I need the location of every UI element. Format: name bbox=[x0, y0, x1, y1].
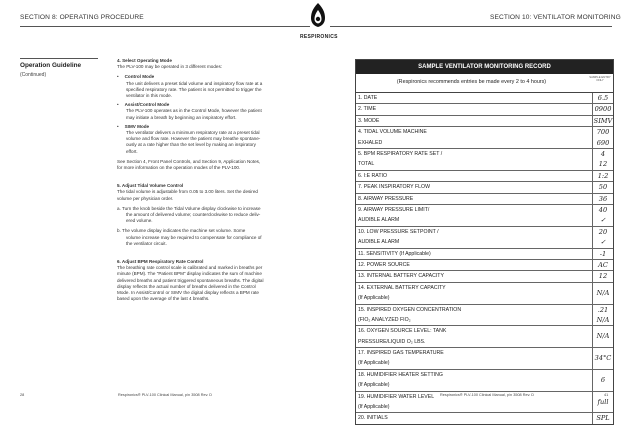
record-row bbox=[356, 283, 613, 305]
sample-entry-value: 20 bbox=[598, 227, 608, 236]
s6-line: delivered breaths and patient triggered spontaneous breaths. The digital bbox=[117, 277, 264, 283]
respironics-logo-icon bbox=[309, 2, 327, 28]
sample-entry-value: 1:2 bbox=[597, 171, 609, 180]
sample-entry-value: .21 bbox=[597, 305, 609, 314]
s5a-line: a. Turn the knob beside the Tidal Volume display clockwise to increase bbox=[117, 205, 261, 211]
record-row-label: AUDIBLE ALARM bbox=[358, 217, 400, 224]
sample-entry-cell bbox=[592, 260, 613, 270]
left-section-header: SECTION 8: OPERATING PROCEDURE bbox=[20, 14, 144, 21]
sample-entry-value: -1 bbox=[599, 249, 607, 258]
record-row-label: 4. TIDAL VOLUME MACHINE bbox=[358, 129, 427, 136]
sample-entry-cell bbox=[592, 283, 613, 304]
record-row-label: 19. HUMIDIFIER WATER LEVEL bbox=[358, 393, 435, 400]
sample-entry-cell bbox=[592, 370, 613, 391]
section-6 bbox=[117, 259, 307, 302]
record-row-label: 12. POWER SOURCE bbox=[358, 261, 410, 268]
control-line: ventilator in this mode. bbox=[126, 93, 172, 99]
s6-line: The breathing rate control scale is calibrated and marked in breaths per bbox=[117, 265, 263, 271]
sample-entry-cell bbox=[592, 271, 613, 281]
section-6-title: 6. Adjust BPM Respiratory Rate Control bbox=[117, 259, 204, 265]
record-row bbox=[356, 326, 613, 348]
monitoring-record-table bbox=[355, 59, 614, 425]
record-row bbox=[356, 93, 613, 104]
sample-entry-cell bbox=[592, 104, 613, 114]
record-subtitle: (Respironics recommends entries be made every 2 to 4 hours) bbox=[396, 79, 547, 85]
s5a-line: ered volume. bbox=[126, 218, 153, 224]
record-row-label: 3. MODE bbox=[358, 117, 380, 124]
left-page-number: 28 bbox=[20, 393, 25, 397]
sample-entry-cell bbox=[592, 182, 613, 192]
sample-entry-value: ✓ bbox=[600, 238, 606, 247]
record-row-label: 17. INSPIRED GAS TEMPERATURE bbox=[358, 350, 444, 357]
header-rule-right bbox=[330, 26, 612, 27]
sample-entry-cell bbox=[592, 348, 613, 369]
control-line: specified respiratory rate. The patient is not permitted to trigger the bbox=[126, 86, 262, 92]
sample-entry-cell bbox=[592, 413, 613, 423]
sample-entry-value: N/A bbox=[596, 288, 610, 297]
sample-entry-value: 4 bbox=[600, 149, 606, 158]
sample-entry-value: SIMV bbox=[593, 116, 613, 125]
sample-entry-label: SAMPLE ENTRY ONLY bbox=[589, 75, 611, 83]
s6-line: display reflects the actual number of breaths delivered in the Control bbox=[117, 283, 256, 289]
record-row-label: 13. INTERNAL BATTERY CAPACITY bbox=[358, 273, 444, 280]
sample-entry-cell bbox=[592, 149, 613, 170]
sample-entry-value: full bbox=[597, 397, 609, 406]
header-rule-left bbox=[20, 26, 310, 27]
record-row-label: (FIO₂ ANALYZED FIO₂ bbox=[358, 316, 411, 323]
record-row bbox=[356, 205, 613, 227]
see-also-paragraph bbox=[117, 159, 307, 171]
record-row bbox=[356, 348, 613, 370]
sample-entry-value: 700 bbox=[596, 128, 610, 137]
record-subheader bbox=[356, 74, 613, 93]
record-row-label: 11. SENSITIVITY (If Applicable) bbox=[358, 250, 431, 257]
sidebar-title: Operation Guideline bbox=[20, 62, 82, 69]
sample-entry-cell bbox=[592, 305, 613, 326]
s5a-line: the amount of delivered volume; counterclockwise to reduce deliv- bbox=[126, 212, 261, 218]
record-row bbox=[356, 104, 613, 115]
simv-mode-title: SIMV Mode bbox=[124, 123, 150, 129]
sample-entry-value: N/A bbox=[596, 332, 610, 341]
sample-entry-value: 6.5 bbox=[597, 94, 609, 102]
record-row-label: 15. INSPIRED OXYGEN CONCENTRATION bbox=[358, 306, 462, 313]
assist-line: may initiate a breath by beginning an inspiratory effort. bbox=[126, 114, 237, 120]
record-row-label: 2. TIME bbox=[358, 106, 377, 113]
see-line: for more information on the operation modes of the PLV-100. bbox=[117, 165, 241, 171]
procedure-body bbox=[117, 58, 307, 303]
section-5 bbox=[117, 183, 307, 247]
record-row bbox=[356, 249, 613, 260]
sample-entry-cell bbox=[592, 326, 613, 347]
simv-line: The ventilator delivers a minimum respiratory rate at a preset tidal bbox=[126, 130, 260, 136]
record-row-label: TOTAL bbox=[358, 161, 375, 168]
record-title: SAMPLE VENTILATOR MONITORING RECORD bbox=[356, 60, 613, 74]
record-row bbox=[356, 171, 613, 182]
record-row-label: AUDIBLE ALARM bbox=[358, 239, 400, 246]
section-5-title: 5. Adjust Tidal Volume Control bbox=[117, 183, 184, 189]
record-row-label: 14. EXTERNAL BATTERY CAPACITY bbox=[358, 284, 446, 291]
s5-line: The tidal volume is adjustable from 0.05 to 3.00 liters. Set the desired bbox=[117, 189, 258, 195]
s5b-line: the ventilator circuit. bbox=[126, 240, 167, 246]
control-mode-title: Control Mode bbox=[124, 74, 155, 80]
sidebar-continued: (Continued) bbox=[20, 72, 47, 78]
sample-entry-value: 34°C bbox=[594, 354, 612, 363]
record-rows bbox=[356, 93, 613, 424]
s5b-line: volume increase may be required to compensate for compliance of bbox=[126, 234, 262, 240]
sample-entry-cell bbox=[592, 127, 613, 148]
simv-line: ously at a rate higher than the set level by making an inspiratory bbox=[126, 142, 256, 148]
sample-entry-cell bbox=[592, 227, 613, 248]
sample-entry-value: ✓ bbox=[600, 216, 606, 225]
simv-mode-item: • SIMV Mode The ventilator delivers a minimum respiratory rate at a preset tidal volume and flow rate. However the patient may breathe spontane- ously at a rate higher than the set level by making an inspiratory effort. bbox=[117, 124, 307, 155]
sample-entry-cell bbox=[592, 249, 613, 259]
record-row bbox=[356, 149, 613, 171]
record-row bbox=[356, 305, 613, 327]
record-row-label: (If Applicable) bbox=[358, 382, 390, 389]
simv-line: volume and flow rate. However the patient may breathe spontane- bbox=[126, 136, 261, 142]
right-footer-text: Respironics® PLV-100 Clinical Manual, p/n 3508 Rev. D bbox=[440, 393, 535, 397]
record-row bbox=[356, 194, 613, 205]
record-row-label: 18. HUMIDIFIER HEATER SETTING bbox=[358, 371, 443, 378]
record-row bbox=[356, 413, 613, 423]
control-line: The unit delivers a preset tidal volume and inspiratory flow rate at a bbox=[126, 80, 263, 86]
assist-line: The PLV-100 operates as in the Control Mode, however the patient bbox=[126, 108, 262, 114]
record-row-label: 1. DATE bbox=[358, 95, 378, 101]
sample-entry-cell bbox=[592, 116, 613, 126]
s6-line: based upon the average of the last 4 breaths. bbox=[117, 296, 210, 302]
record-row-label: 5. BPM RESPIRATORY RATE SET / bbox=[358, 150, 443, 157]
s5-line: volume per physician order. bbox=[117, 195, 174, 201]
record-row bbox=[356, 182, 613, 193]
record-row-label: 8. AIRWAY PRESSURE bbox=[358, 195, 414, 202]
record-row bbox=[356, 127, 613, 149]
simv-line: effort. bbox=[126, 148, 138, 154]
record-row bbox=[356, 271, 613, 282]
sample-entry-value: AC bbox=[598, 260, 608, 269]
sample-entry-cell bbox=[592, 194, 613, 204]
record-row-label: 7. PEAK INSPIRATORY FLOW bbox=[358, 184, 430, 191]
record-row bbox=[356, 370, 613, 392]
sample-entry-value: 690 bbox=[596, 138, 610, 147]
sample-entry-value: 0900 bbox=[594, 105, 612, 114]
record-row-label: 6. I:E RATIO bbox=[358, 172, 388, 179]
sample-entry-value: 50 bbox=[598, 183, 608, 192]
s5b-line: b. The volume display indicates the machine set volume. Some bbox=[117, 228, 246, 234]
right-page-number: 41 bbox=[604, 393, 609, 397]
sample-entry-value: 36 bbox=[598, 194, 608, 203]
section-4-intro: The PLV-100 may be operated in 3 different modes: bbox=[117, 64, 223, 70]
sample-entry-value: N/A bbox=[596, 315, 610, 324]
record-row-label: 10. LOW PRESSURE SETPOINT / bbox=[358, 228, 439, 235]
record-row-label: PRESSURE/LIQUID O₂ LBS. bbox=[358, 338, 426, 345]
record-row bbox=[356, 260, 613, 271]
sample-entry-cell bbox=[592, 171, 613, 181]
sample-entry-cell bbox=[592, 205, 613, 226]
record-row-label: (If Applicable) bbox=[358, 360, 390, 367]
record-row-label: EXHALED bbox=[358, 139, 383, 146]
record-row-label: (If Applicable) bbox=[358, 404, 390, 411]
sample-entry-cell bbox=[592, 93, 613, 103]
left-footer-text: Respironics® PLV-100 Clinical Manual, p/n 3508 Rev. D bbox=[118, 393, 213, 397]
assist-mode-item: • Assist/Control Mode The PLV-100 operates as in the Control Mode, however the patient may initiate a breath by beginning an inspiratory effort. bbox=[117, 102, 307, 121]
record-row bbox=[356, 116, 613, 127]
see-line: See Section 4, Front Panel Controls, and Section 9, Application Notes, bbox=[117, 158, 261, 164]
sidebar-rule bbox=[20, 58, 98, 59]
record-row-label: 20. INITIALS bbox=[358, 415, 388, 422]
assist-mode-title: Assist/Control Mode bbox=[124, 102, 170, 108]
record-row-label: 9. AIRWAY PRESSURE LIMIT/ bbox=[358, 206, 430, 213]
record-row-label: 16. OXYGEN SOURCE LEVEL: TANK bbox=[358, 328, 447, 335]
sample-entry-value: 12 bbox=[598, 160, 608, 169]
record-row bbox=[356, 227, 613, 249]
record-row-label: (If Applicable) bbox=[358, 295, 390, 302]
sample-entry-cell bbox=[592, 392, 613, 413]
section-4-title: 4. Select Operating Mode bbox=[117, 58, 172, 63]
logo-wordmark: RESPIRONICS bbox=[300, 34, 338, 40]
sample-entry-value: 6 bbox=[600, 375, 606, 384]
s6-line: Mode. In Assist/Control or SIMV the digital display reflects a BPM rate bbox=[117, 290, 259, 296]
respironics-logo bbox=[300, 2, 336, 40]
control-mode-item: • Control Mode The unit delivers a preset tidal volume and inspiratory flow rate at a specified respiratory rate. The patient is not permitted to trigger the ventilator in this mode. bbox=[117, 74, 307, 99]
right-section-header: SECTION 10: VENTILATOR MONITORING bbox=[490, 14, 621, 21]
sample-entry-value: 12 bbox=[598, 272, 608, 281]
sample-entry-value: SPL bbox=[596, 414, 610, 423]
sample-entry-value: 40 bbox=[598, 205, 608, 214]
s6-line: minute (BPM). The "Patient BPM" display indicates the sum of machine bbox=[117, 271, 262, 277]
